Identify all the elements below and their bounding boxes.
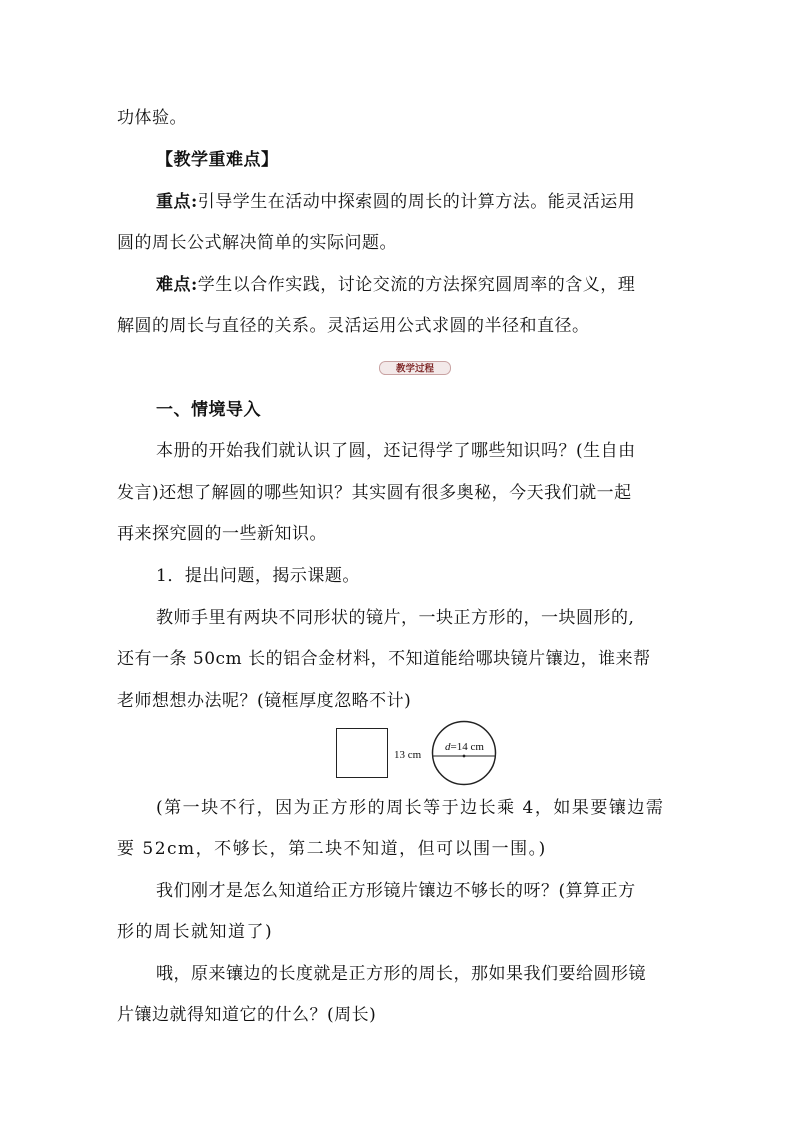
text-line-key-point: [156, 192, 635, 212]
text-line-19: 哦，原来镶边的长度就是正方形的周长，那如果我们要给圆形镜: [156, 964, 646, 984]
text-line-8: 本册的开始我们就认识了圆，还记得学了哪些知识吗？(生自由: [156, 441, 636, 461]
text-line-15: (第一块不行，因为正方形的周长等于边长乘 4，如果要镶边需: [156, 798, 665, 818]
text-line-12: 教师手里有两块不同形状的镜片，一块正方形的，一块圆形的,: [156, 608, 635, 628]
difficulty-label: 难点:: [156, 275, 198, 295]
text-line-4: 圆的周长公式解决简单的实际问题。: [117, 233, 397, 253]
text-line-6: 解圆的周长与直径的关系。灵活运用公式求圆的半径和直径。: [117, 316, 590, 336]
square-mirror-shape: [336, 728, 388, 778]
section-heading-intro: 一、情境导入: [156, 400, 261, 420]
text-line-1: 功体验。: [117, 108, 187, 128]
key-point-text: 引导学生在活动中探索圆的周长的计算方法。能灵活运用: [197, 192, 636, 212]
section-heading-key-points: 【教学重难点】: [156, 150, 279, 170]
text-line-16: 要 52cm，不够长，第二块不知道，但可以围一围。): [117, 839, 547, 859]
svg-text:d=14 cm: [445, 741, 484, 753]
text-line-10: 再来探究圆的一些新知识。: [117, 524, 327, 544]
circle-diameter-value: =14 cm: [450, 741, 484, 753]
round-mirror-shape: [431, 720, 497, 786]
text-line-difficulty: [156, 275, 635, 295]
text-line-9: 发言)还想了解圆的哪些知识？其实圆有很多奥秘，今天我们就一起: [117, 483, 632, 503]
text-line-11: 1．提出问题，揭示课题。: [156, 566, 360, 586]
text-line-13: 还有一条 50cm 长的铝合金材料，不知道能给哪块镜片镶边，谁来帮: [117, 649, 651, 669]
square-side-label: 13 cm: [394, 749, 422, 761]
circle-diameter-variable: d: [445, 741, 451, 753]
text-line-17: 我们刚才是怎么知道给正方形镜片镶边不够长的呀？(算算正方: [156, 881, 636, 901]
banner-text: 教学过程: [395, 363, 435, 375]
text-line-18: 形的周长就知道了): [117, 922, 274, 942]
teaching-process-banner: [379, 361, 451, 375]
text-line-20: 片镶边就得知道它的什么？(周长): [117, 1005, 377, 1025]
difficulty-text: 学生以合作实践，讨论交流的方法探究圆周率的含义，理: [197, 275, 636, 295]
key-point-label: 重点:: [156, 192, 198, 212]
text-line-14: 老师想想办法呢？(镜框厚度忽略不计): [117, 691, 412, 711]
